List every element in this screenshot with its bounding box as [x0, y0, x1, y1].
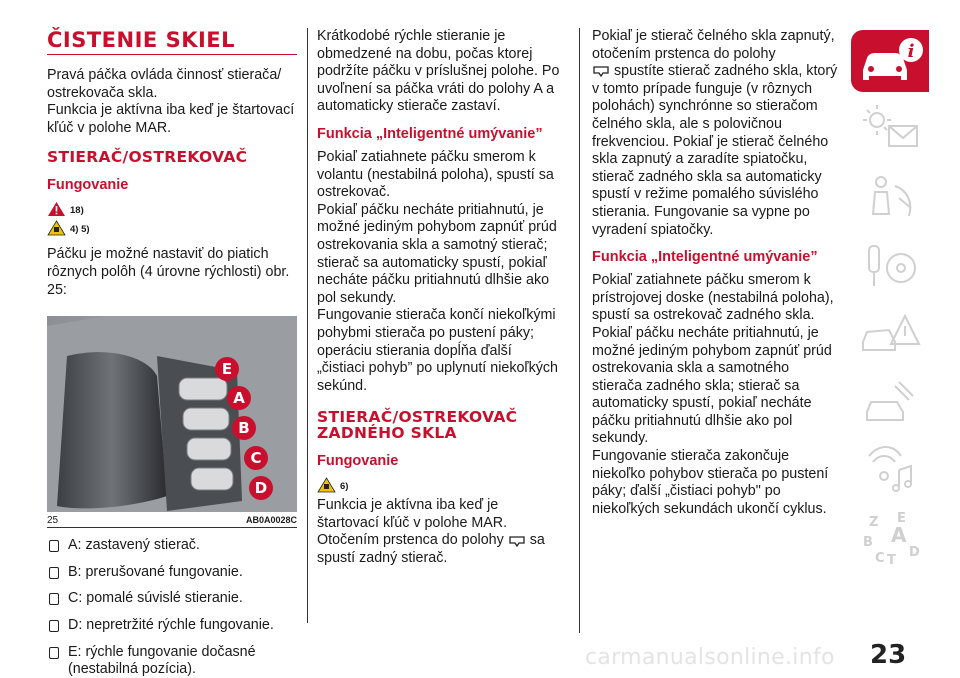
warning-ref-3 — [317, 476, 563, 493]
title-underline — [47, 54, 297, 55]
paragraph-smart-wash-1: Pokiaľ zatiahnete páčku smerom k volantu (nestabilná poloha), spustí sa ostrekovač. — [317, 148, 554, 201]
list-item-text: E: rýchle fungovanie dočasné (nestabilná pozícia). — [68, 643, 256, 678]
wiper-lever-illustration — [47, 316, 297, 512]
paragraph-rear-ring — [317, 532, 563, 567]
list-item-text: D: nepretržité rýchle fungovanie. — [68, 616, 274, 633]
list-item-text: B: prerušované fungovanie. — [68, 563, 243, 580]
media-icon — [855, 440, 925, 500]
list-item — [47, 590, 297, 608]
key-steering-icon — [855, 236, 925, 296]
car-crash-icon — [855, 304, 925, 364]
figure-wiper-lever — [47, 316, 297, 512]
list-item — [47, 564, 297, 582]
index-letter: Z — [869, 515, 879, 530]
position-list — [47, 537, 297, 678]
caution-warning-icon — [317, 477, 336, 493]
checkbox-bullet-icon — [49, 567, 59, 579]
danger-warning-icon — [47, 201, 66, 217]
paragraph-rear-smart-2: Pokiaľ páčku necháte pritiahnutú, je možné jediným pohybom zapnúť prúd ostrekovania skla a samotného stierača zadného skla; stierač sa automaticky spustí, pokiaľ necháte páčku pritiahnutú dlhšie ako pol sekundy. — [592, 324, 832, 447]
figure-rule — [47, 527, 297, 528]
paragraph-rear-sync — [592, 28, 842, 239]
section-heading-rear-wiper: STIERAČ/OSTREKOVAČ ZADNÉHO SKLA — [317, 408, 518, 443]
list-item — [47, 617, 297, 635]
position-letter-d: D — [254, 479, 268, 498]
index-letter: B — [863, 535, 873, 550]
chapter-maintenance[interactable] — [851, 372, 929, 432]
chapter-index[interactable] — [851, 508, 929, 568]
chapter-safety[interactable] — [851, 168, 929, 228]
chapter-tab-active[interactable] — [851, 30, 929, 92]
column-2 — [317, 28, 563, 568]
inline-text: spustíte stierač zadného skla, ktorý v tomto prípade funguje (v rôznych polohách) synchrónne so stieračom čelného skla, ale s polovičnou frekvenciou. Pokiaľ je stierač čelného skla zapnutý a zaradíte spiatočku, stierač zadného skla sa automaticky spustí v režime pomalého súvislého stierania. Fungovanie sa vypne po vyradení spiatočky. — [592, 63, 838, 238]
list-item-text: A: zastavený stierač. — [68, 537, 200, 554]
inline-text: Pokiaľ je stierač čelného skla zapnutý, otočením prstenca do polohy — [592, 28, 835, 62]
subheading-operation-rear: Fungovanie — [317, 453, 399, 470]
column-divider — [579, 28, 580, 633]
warning-ref-2 — [47, 219, 297, 236]
checkbox-bullet-icon — [49, 593, 59, 605]
lights-warning-icon — [855, 100, 925, 160]
car-info-icon — [851, 30, 929, 92]
paragraph-smart-wash-2: Pokiaľ páčku necháte pritiahnutú, je možné jediným pohybom zapnúť prúd ostrekovania skla a samotný stierač; stierač sa automaticky spustí, pokiaľ necháte páčku pritiahnutú dlhšie ako pol sekundy. — [317, 201, 557, 306]
list-item-text: C: pomalé súvislé stieranie. — [68, 590, 243, 607]
subheading-smart-wash-rear: Funkcia „Inteligentné umývanie” — [592, 249, 818, 266]
position-letter-e: E — [221, 360, 233, 379]
caution-warning-icon — [47, 220, 66, 236]
position-letter-c: C — [250, 449, 262, 468]
warning-ref-text: 18) — [70, 205, 84, 217]
rear-wiper-icon — [508, 535, 526, 547]
svg-text:i: i — [907, 41, 915, 62]
paragraph-rear-smart-1: Pokiaľ zatiahnete páčku smerom k prístrojovej doske (nestabilná poloha), spustí sa ostrekovač zadného skla. — [592, 272, 834, 324]
page-title: ČISTENIE SKIEL — [47, 28, 236, 52]
chapter-emergency[interactable] — [851, 304, 929, 364]
position-letter-b: B — [238, 419, 250, 438]
paragraph-rear-smart-3: Fungovanie stierača zakončuje niekoľko pohybov stierača po pustení páky; ďalší „čistiaci pohyb" po niekoľkých sekundách ukončí cyklus. — [592, 448, 829, 517]
rear-wiper-icon — [592, 65, 610, 77]
positions-paragraph: Páčku je možné nastaviť do piatich rôznych polôh (4 úrovne rýchlosti) obr. 25: — [47, 246, 290, 298]
figure-code: AB0A0028C — [245, 515, 297, 526]
chapter-sidebar — [851, 30, 929, 568]
position-letter-a: A — [233, 389, 245, 408]
chapter-driving[interactable] — [851, 236, 929, 296]
checkbox-bullet-icon — [49, 540, 59, 552]
page-number: 23 — [870, 640, 907, 670]
column-divider — [307, 28, 308, 623]
checkbox-bullet-icon — [49, 647, 59, 659]
figure-caption — [47, 515, 297, 526]
subheading-operation: Fungovanie — [47, 177, 129, 194]
alphabet-index-icon — [855, 508, 925, 568]
paragraph-smart-wash-3: Fungovanie stierača končí niekoľkými pohybmi stierača po pustení páky; operáciu stierania dopĺňa ďalší „čistiaci pohyb” po uplynutí niekoľkých sekúnd. — [317, 307, 558, 394]
inline-text: Otočením prstenca do polohy — [317, 532, 504, 549]
intro-paragraph-2: Funkcia je aktívna iba keď je štartovací kľúč v polohe MAR. — [47, 102, 295, 136]
paragraph-rear-active: Funkcia je aktívna iba keď je štartovací kľúč v polohe MAR. — [317, 497, 508, 531]
warning-ref-1 — [47, 200, 297, 217]
warning-ref-text: 4) 5) — [70, 224, 90, 236]
index-letter: E — [897, 511, 906, 526]
index-letter: D — [909, 545, 920, 560]
column-1 — [47, 28, 297, 678]
list-item — [47, 537, 297, 555]
chapter-lights[interactable] — [851, 100, 929, 160]
figure-number: 25 — [47, 515, 59, 527]
watermark: carmanualsonline.info — [585, 645, 835, 670]
subheading-smart-wash: Funkcia „Inteligentné umývanie” — [317, 125, 543, 142]
list-item — [47, 644, 297, 678]
checkbox-bullet-icon — [49, 620, 59, 632]
index-letter: A — [891, 523, 907, 547]
index-letter: T — [887, 553, 896, 568]
warning-ref-text: 6) — [340, 481, 349, 493]
section-heading-wiper: STIERAČ/OSTREKOVAČ — [47, 148, 248, 167]
inline-text: sa spustí zadný stierač. — [317, 532, 545, 567]
seatbelt-airbag-icon — [855, 168, 925, 228]
column-3 — [592, 28, 842, 518]
intro-paragraph-1: Pravá páčka ovláda činnosť stierača/ ostrekovača skla. — [47, 67, 282, 101]
chapter-multimedia[interactable] — [851, 440, 929, 500]
wrench-car-icon — [855, 372, 925, 432]
index-letter: C — [875, 551, 885, 566]
paragraph-fast-wipe: Krátkodobé rýchle stieranie je obmedzené na dobu, počas ktorej podržíte páčku v príslušnej polohe. Po uvoľnení sa páčka vráti do polohy A a automaticky stierače zastaví. — [317, 28, 560, 115]
